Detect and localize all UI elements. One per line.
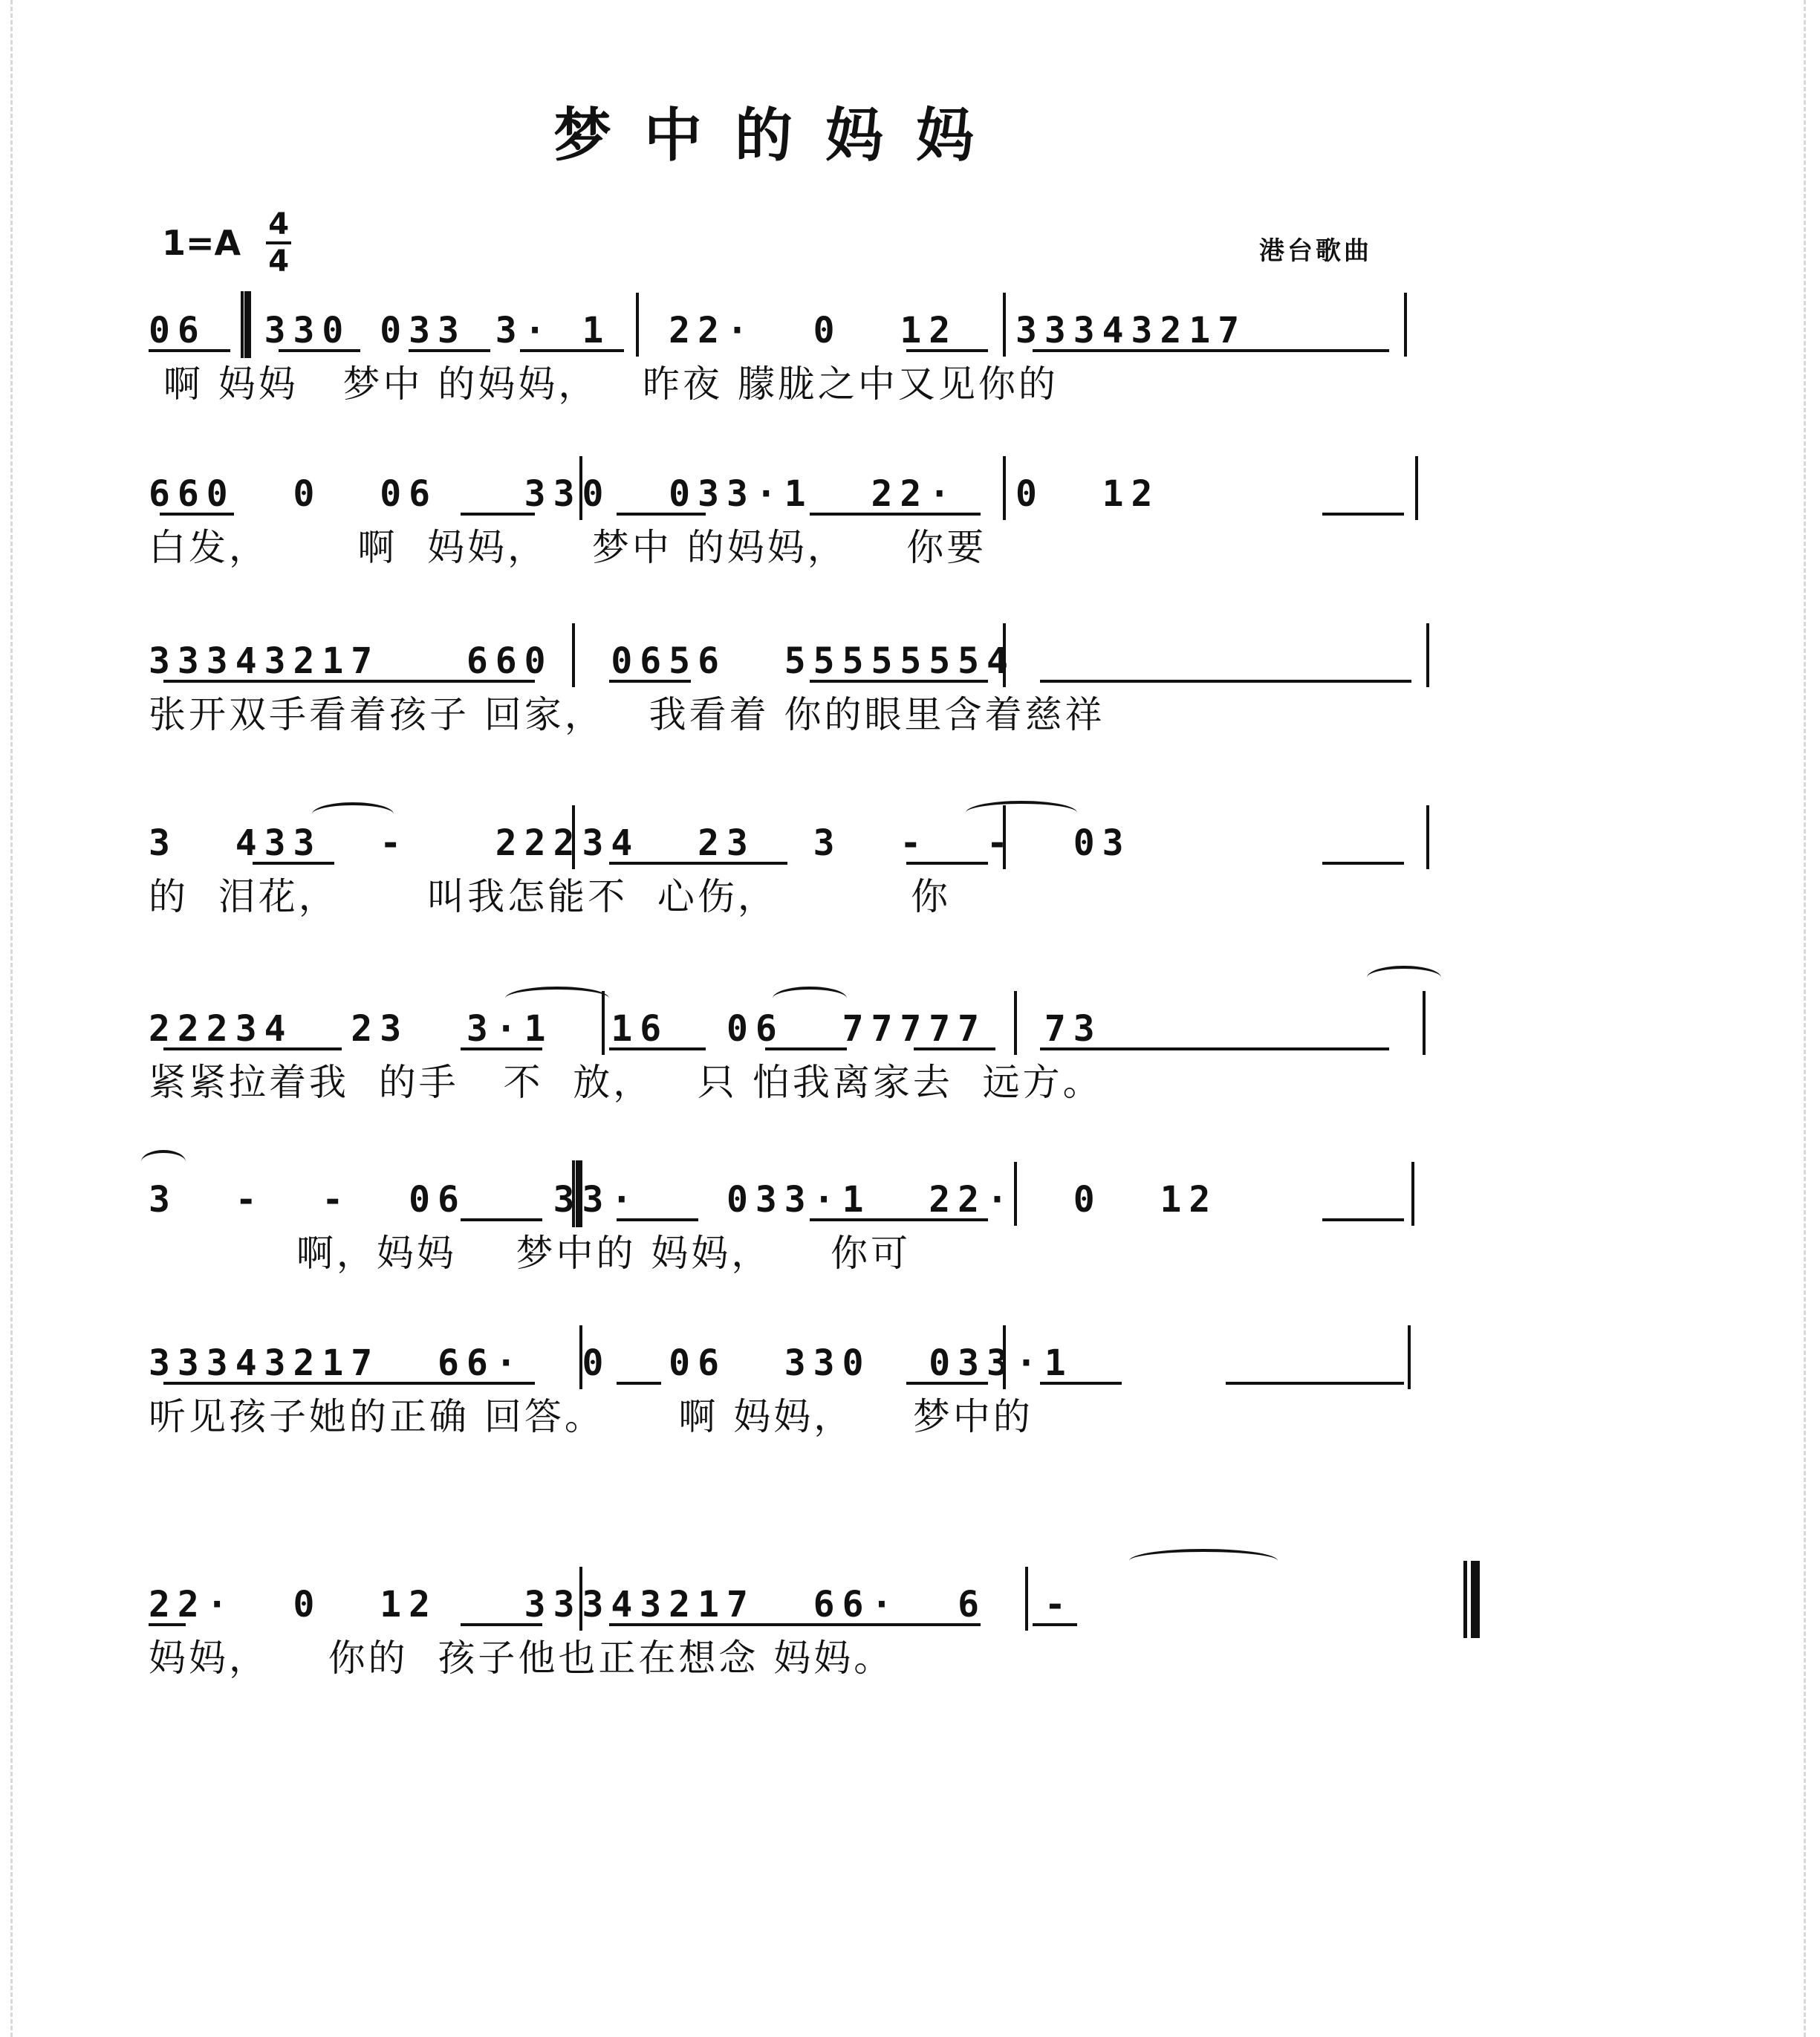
repeat-start-barline <box>241 291 251 358</box>
barline <box>1404 293 1407 357</box>
slur <box>773 987 847 1010</box>
final-barline <box>1463 1561 1480 1638</box>
barline <box>1415 456 1418 520</box>
barline <box>572 623 575 687</box>
beam <box>617 1382 661 1385</box>
score-system-7 <box>149 1330 1441 1493</box>
beam <box>160 513 234 516</box>
beam <box>279 349 360 352</box>
repeat-end-barline <box>572 1160 582 1227</box>
beam <box>1040 1047 1322 1050</box>
beam <box>1040 680 1411 683</box>
barline <box>572 805 575 869</box>
beam <box>149 349 230 352</box>
time-bottom: 4 <box>268 244 290 279</box>
notation-line: 660 0 06 330 033·1 22· 0 12 <box>149 473 1160 515</box>
beam <box>253 862 334 865</box>
beam <box>1226 1382 1404 1385</box>
beam <box>765 1047 847 1050</box>
beam <box>906 862 988 865</box>
barline <box>1003 805 1006 869</box>
source-label: 港台歌曲 <box>1259 236 1372 266</box>
beam <box>163 1047 342 1050</box>
barline <box>1411 1162 1414 1226</box>
notation-line: 22· 0 12 33343217 66· 6 - <box>149 1584 1073 1625</box>
barline <box>1426 623 1429 687</box>
barline <box>636 293 639 357</box>
beam <box>914 1047 995 1050</box>
beam <box>609 1623 981 1626</box>
beam <box>617 513 706 516</box>
barline <box>1003 623 1006 687</box>
beam <box>1033 1623 1077 1626</box>
notation-line: 06 330 033 3· 1 22· 0 12 33343217 <box>149 310 1247 351</box>
barline <box>602 991 605 1055</box>
score-system-5 <box>149 995 1441 1159</box>
barline <box>1423 991 1426 1055</box>
beam <box>609 862 787 865</box>
barline <box>1003 456 1006 520</box>
beam <box>520 349 624 352</box>
right-border <box>1804 0 1806 2037</box>
beam <box>906 349 988 352</box>
time-top: 4 <box>268 207 290 241</box>
barline <box>1003 1325 1006 1389</box>
score-system-4 <box>149 810 1441 973</box>
beam <box>810 513 981 516</box>
beam <box>149 1623 186 1626</box>
score-system-1 <box>149 297 1441 461</box>
beam <box>461 1623 542 1626</box>
beam <box>1040 1382 1122 1385</box>
lyric-line: 听见孩子她的正确 回答。 啊 妈妈， 梦中的 <box>149 1395 1033 1438</box>
score-system-2 <box>149 461 1441 624</box>
key-label: 1=A <box>162 223 241 263</box>
notation-line: 22234 23 3·1 16 06 77777 73 <box>149 1008 1102 1050</box>
lyric-line: 的 泪花， 叫我怎能不 心伤， 你 <box>149 875 951 918</box>
beam <box>1322 1218 1404 1221</box>
lyric-line: 妈妈， 你的 孩子他也正在想念 妈妈。 <box>149 1637 894 1680</box>
beam <box>163 1382 535 1385</box>
beam <box>1033 349 1389 352</box>
time-signature <box>266 207 291 279</box>
beam <box>810 1218 988 1221</box>
key-signature <box>162 207 291 279</box>
barline <box>579 1325 582 1389</box>
score-system-8 <box>149 1571 1441 1735</box>
notation-line: 33343217 66· 0 06 330 033·1 <box>149 1342 1073 1384</box>
barline <box>579 456 582 520</box>
beam <box>1322 862 1404 865</box>
beam <box>617 1218 698 1221</box>
beam <box>461 1047 542 1050</box>
barline <box>1408 1325 1411 1389</box>
lyric-line: 紧紧拉着我 的手 不 放， 只 怕我离家去 远方。 <box>149 1061 1103 1104</box>
slur <box>966 801 1077 825</box>
score-system-3 <box>149 628 1441 791</box>
notation-line: 3 - - 06 33· 033·1 22· 0 12 <box>149 1179 1218 1221</box>
slur <box>1129 1549 1278 1573</box>
score-system-6 <box>149 1166 1441 1330</box>
slur <box>505 987 609 1010</box>
barline <box>1014 991 1017 1055</box>
beam <box>409 349 490 352</box>
beam <box>810 680 988 683</box>
lyric-line: 张开双手看着孩子 回家， 我看着 你的眼里含着慈祥 <box>149 693 1105 736</box>
barline <box>1426 805 1429 869</box>
slur <box>141 1150 186 1174</box>
lyric-line: 白发， 啊 妈妈， 梦中 的妈妈， 你要 <box>149 526 987 569</box>
barline <box>579 1567 582 1631</box>
slur <box>312 802 394 826</box>
slur <box>1367 966 1441 990</box>
lyric-line: 啊 妈妈 梦中 的妈妈， 昨夜 朦胧之中又见你的 <box>149 363 1059 406</box>
beam <box>461 513 535 516</box>
beam <box>163 680 535 683</box>
beam <box>1307 1047 1389 1050</box>
notation-line: 33343217 660 0656 55555554 <box>149 640 1015 682</box>
beam <box>1322 513 1404 516</box>
barline <box>1003 293 1006 357</box>
beam <box>609 680 691 683</box>
lyric-line: 啊，妈妈 梦中的 妈妈， 你可 <box>149 1232 911 1275</box>
beam <box>609 1047 706 1050</box>
song-title: 梦中的妈妈 <box>553 102 1007 169</box>
barline <box>1014 1162 1017 1226</box>
beam <box>461 1218 542 1221</box>
notation-line: 3 433 - 22234 23 3 - - 03 <box>149 822 1131 864</box>
beam <box>906 1382 988 1385</box>
barline <box>1025 1567 1028 1631</box>
left-border <box>10 0 13 2037</box>
